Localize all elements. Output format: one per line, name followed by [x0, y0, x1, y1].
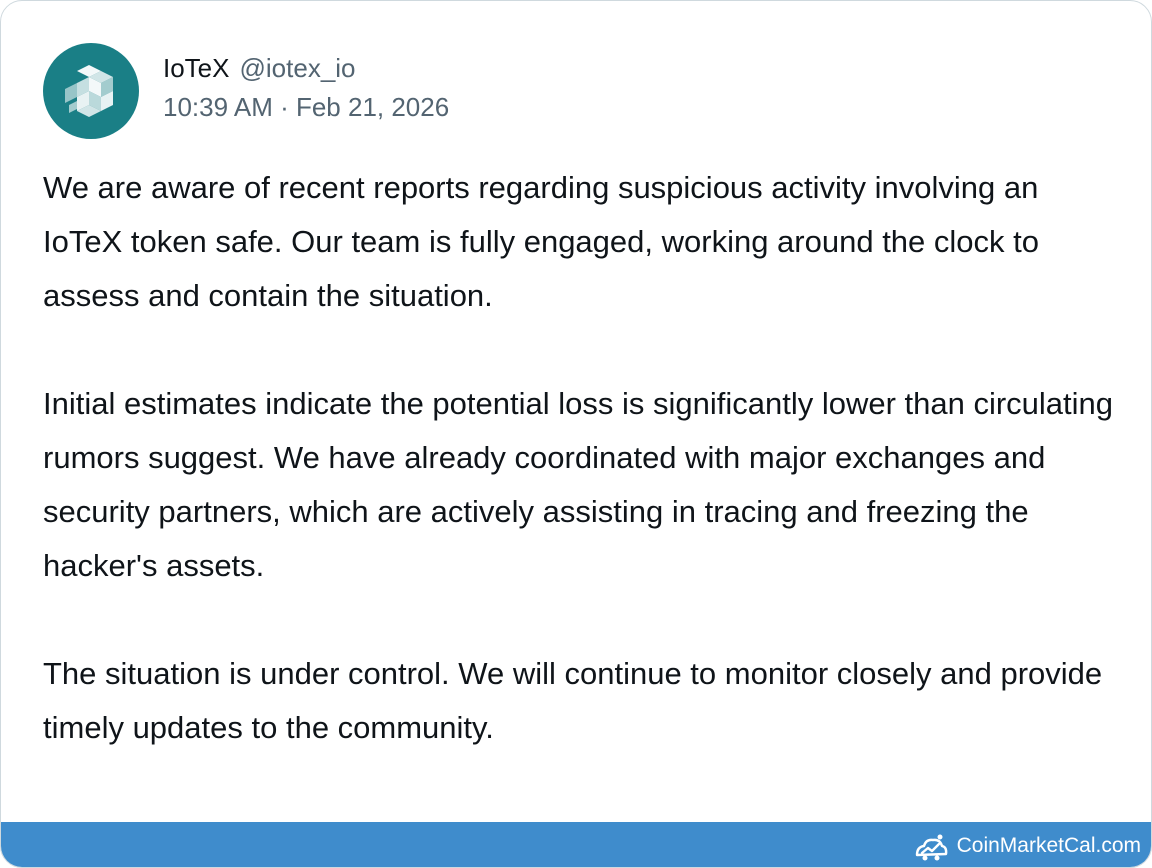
- brand-label: CoinMarketCal.com: [956, 833, 1141, 857]
- user-handle[interactable]: @iotex_io: [239, 53, 356, 83]
- tweet-paragraph: We are aware of recent reports regarding suspicious activity involving an IoTeX token safe. Our team is fully engaged, working around the clock to assess and contain the situation.: [43, 170, 1039, 313]
- display-name[interactable]: IoTeX: [163, 53, 230, 83]
- tweet-timestamp[interactable]: 10:39 AM · Feb 21, 2026: [163, 92, 450, 122]
- footer-bar: [1, 822, 1152, 868]
- avatar[interactable]: [43, 43, 139, 139]
- tweet-paragraph: Initial estimates indicate the potential loss is significantly lower than circulating rumors suggest. We have already coordinated with major exchanges and security partners, which are actively assisting in tracing and freezing the hacker's assets.: [43, 386, 1114, 583]
- user-line: [163, 51, 356, 85]
- tweet-body: [43, 161, 1123, 755]
- coinmarketcal-logo-icon: [913, 831, 949, 861]
- footer-brand[interactable]: [913, 822, 1141, 868]
- iotex-logo-icon: [43, 43, 139, 139]
- tweet-paragraph: The situation is under control. We will continue to monitor closely and provide timely updates to the community.: [43, 656, 1103, 745]
